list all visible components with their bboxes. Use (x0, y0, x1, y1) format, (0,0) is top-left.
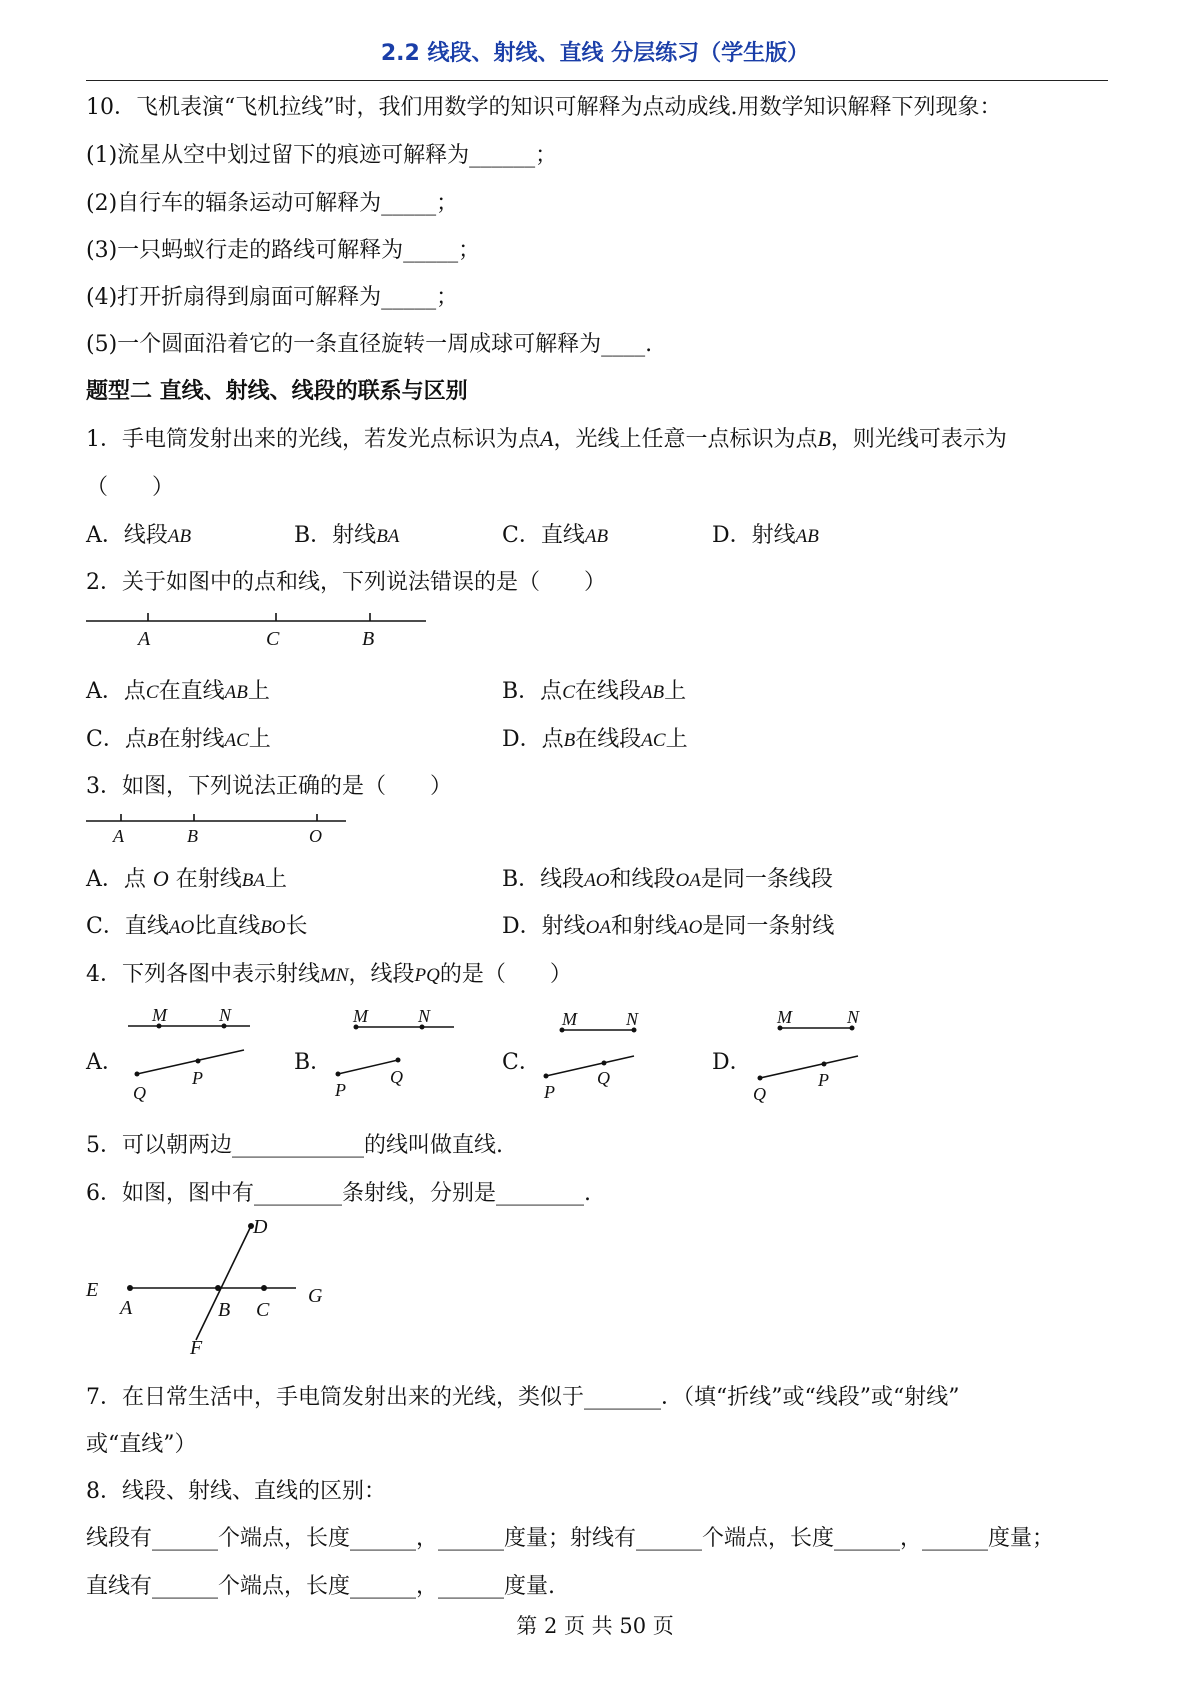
q2-stem: 2．关于如图中的点和线，下列说法错误的是（ ） (86, 570, 606, 595)
q3-option-c: C．直线AO比直线BO长 (86, 914, 308, 939)
q10-item-3: (3)一只蚂蚁行走的路线可解释为_____； (86, 238, 481, 263)
q6-label-a: A (120, 1297, 133, 1319)
q8-stem: 8．线段、射线、直线的区别： (86, 1479, 386, 1504)
q3-option-d: D．射线OA和射线AO是同一条射线 (502, 914, 835, 939)
q2-option-c: C．点B在射线AC上 (86, 727, 271, 752)
q1-stem: 1．手电筒发射出来的光线，若发光点标识为点A，光线上任意一点标识为点B，则光线可表示为 (86, 426, 1007, 452)
svg-text:Q: Q (753, 1084, 766, 1104)
q6-label-b: B (218, 1299, 231, 1321)
q6-text: 6．如图，图中有________条射线，分别是________. (86, 1181, 591, 1206)
q10-item-2: (2)自行车的辐条运动可解释为_____； (86, 191, 459, 216)
q4-option-c-letter: C． (502, 1050, 541, 1075)
q1-option-c: C．直线AB (502, 523, 609, 548)
q6-label-c: C (256, 1299, 270, 1321)
svg-text:Q: Q (597, 1068, 610, 1088)
q1-option-d: D．射线AB (712, 523, 819, 548)
q10-item-4: (4)打开折扇得到扇面可解释为_____； (86, 285, 459, 310)
page-header-title: 2.2 线段、射线、直线 分层练习（学生版） (380, 41, 810, 66)
q1-option-b: B．射线BA (294, 523, 400, 548)
q3-label-b: B (187, 826, 198, 846)
q4-option-d-letter: D． (712, 1050, 752, 1075)
section-title: 题型二 直线、射线、线段的联系与区别 (86, 379, 468, 404)
q8-line-1: 线段有______个端点，长度______，______度量；射线有______个端点，长度______，______度量； (86, 1526, 1055, 1551)
q2-option-b: B．点C在线段AB上 (502, 679, 687, 704)
q8-line-2: 直线有______个端点，长度______，______度量. (86, 1574, 555, 1599)
q4-option-a-letter: A． (86, 1050, 124, 1075)
q1-option-a: A．线段AB (86, 523, 192, 548)
q10-stem: 10．飞机表演“飞机拉线”时，我们用数学的知识可解释为点动成线.用数学知识解释下列现象： (86, 95, 1002, 120)
svg-text:M: M (353, 1006, 368, 1026)
q1-point-b: B (817, 426, 831, 451)
q2-option-a: A．点C在直线AB上 (86, 679, 270, 704)
q7-line-1: 7．在日常生活中，手电筒发射出来的光线，类似于_______．（填“折线”或“线段”或“射线” (86, 1385, 960, 1410)
q3-option-b: B．线段AO和线段OA是同一条线段 (502, 867, 833, 892)
q3-stem: 3．如图，下列说法正确的是（ ） (86, 774, 452, 799)
q6-label-f: F (190, 1337, 203, 1359)
page-footer: 第 2 页 共 50 页 (516, 1614, 674, 1638)
q3-label-a: A (113, 826, 124, 846)
svg-text:P: P (818, 1070, 829, 1090)
q4-stem: 4．下列各图中表示射线MN，线段PQ的是（ ） (86, 962, 572, 987)
svg-text:P: P (335, 1080, 346, 1100)
svg-text:M: M (777, 1007, 792, 1027)
q10-item-1: (1)流星从空中划过留下的痕迹可解释为______； (86, 143, 558, 168)
svg-text:Q: Q (390, 1067, 403, 1087)
q6-label-g: G (308, 1285, 323, 1307)
q2-label-c: C (266, 628, 280, 650)
svg-text:P: P (192, 1068, 203, 1088)
q3-label-o: O (309, 826, 322, 846)
q1-paren: （ ） (86, 475, 175, 500)
q2-label-a: A (138, 628, 151, 650)
q5-text: 5．可以朝两边____________的线叫做直线. (86, 1133, 503, 1158)
svg-text:Q: Q (133, 1083, 146, 1103)
q10-item-5: (5)一个圆面沿着它的一条直径旋转一周成球可解释为____. (86, 332, 653, 357)
q6-label-e: E (86, 1279, 99, 1301)
svg-text:N: N (847, 1007, 860, 1027)
q1-point-a: A (540, 426, 554, 451)
svg-text:N: N (626, 1009, 639, 1029)
q6-label-d: D (253, 1216, 268, 1238)
q7-line-2: 或“直线”） (86, 1432, 197, 1457)
svg-text:N: N (219, 1005, 232, 1025)
q2-label-b: B (362, 628, 375, 650)
svg-text:N: N (418, 1006, 431, 1026)
q4-option-b-letter: B． (294, 1050, 333, 1075)
svg-text:M: M (152, 1005, 167, 1025)
q2-option-d: D．点B在线段AC上 (502, 727, 688, 752)
svg-text:P: P (544, 1082, 555, 1102)
svg-text:M: M (562, 1009, 577, 1029)
q3-option-a: A．点 O 在射线BA上 (86, 866, 288, 892)
